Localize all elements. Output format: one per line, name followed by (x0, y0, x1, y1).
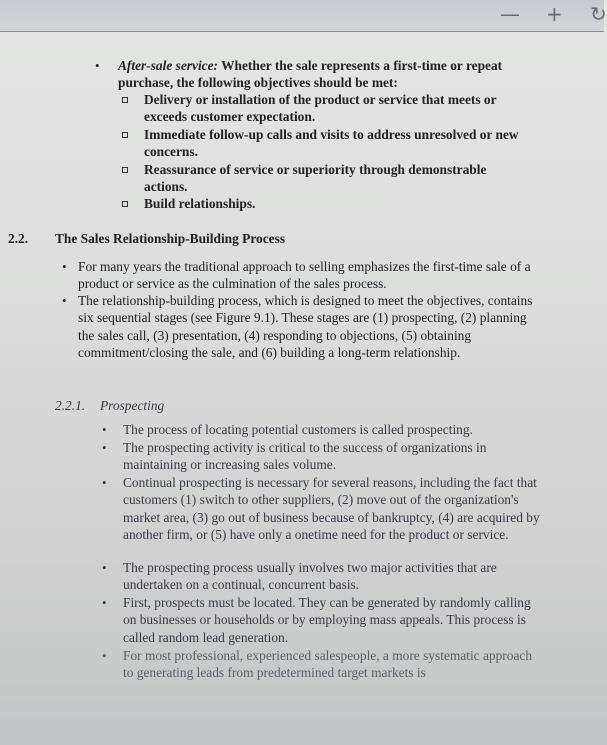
subsection-bullet: First, prospects must be located. They can be generated by randomly calling on businesses or households or by employing mass appeals. This process is called random lead generation. (123, 595, 531, 645)
subsection-bullet: The prospecting activity is critical to the success of organizations in maintaining or increasing sales volume. (123, 440, 487, 473)
bullet-icon: • (62, 259, 67, 274)
bullet-icon: • (102, 595, 107, 610)
bullet-icon: • (62, 293, 67, 308)
checkbox-bullet-icon (122, 132, 128, 138)
after-sale-item: Delivery or installation of the product or service that meets or exceeds customer expectation. (144, 92, 497, 125)
rotate-icon[interactable]: ↻ (590, 2, 607, 26)
after-sale-term: After-sale service: (118, 58, 219, 73)
zoom-in-button[interactable]: + (546, 2, 563, 26)
zoom-out-button[interactable]: — (500, 2, 520, 26)
subsection-bullet: The prospecting process usually involves two major activities that are undertaken on a continual, concurrent basis. (123, 560, 497, 593)
bullet-icon: • (95, 58, 100, 73)
subsection-bullet: The process of locating potential customers is called prospecting. (123, 422, 473, 437)
section-bullet: For many years the traditional approach to selling emphasizes the first-time sale of a product or service as the culmination of the sales process. (78, 259, 531, 292)
bullet-icon: • (102, 422, 107, 437)
after-sale-paragraph (118, 57, 538, 92)
bullet-icon: • (102, 560, 107, 575)
section-number: 2.2. (8, 231, 29, 246)
subsection-number: 2.2.1. (55, 398, 86, 413)
checkbox-bullet-icon (122, 97, 128, 103)
viewer-toolbar (0, 0, 607, 32)
subsection-title: Prospecting (100, 398, 165, 413)
after-sale-item: Immediate follow-up calls and visits to address unresolved or new concerns. (144, 127, 519, 160)
checkbox-bullet-icon (122, 167, 128, 173)
after-sale-item: Reassurance of service or superiority through demonstrable actions. (144, 162, 487, 195)
subsection-bullet: Continual prospecting is necessary for several reasons, including the fact that customers (1) switch to other suppliers, (2) move out of the organization's market area, (3) go out of business because of bankruptcy, (4) are acquired by another firm, or (5) have only a onetime need for the product or service. (123, 475, 540, 542)
after-sale-text: Whether the sale represents a first-time or repeat purchase, the following objectives should be met: (118, 58, 503, 91)
bullet-icon: • (102, 475, 107, 490)
checkbox-bullet-icon (122, 201, 128, 207)
section-title: The Sales Relationship-Building Process (55, 231, 286, 246)
bullet-icon: • (102, 648, 107, 663)
bullet-icon: • (102, 440, 107, 455)
after-sale-item: Build relationships. (144, 196, 256, 211)
subsection-bullet: For most professional, experienced salespeople, a more systematic approach to generating leads from predetermined target markets is (123, 648, 533, 681)
section-bullet: The relationship-building process, which is designed to meet the objectives, contains six sequential stages (see Figure 9.1). These stages are (1) prospecting, (2) planning the sales call, (3) presentation, (4) responding to objections, (5) obtaining commitment/closing the sale, and (6) building a long-term relationship. (78, 293, 533, 360)
